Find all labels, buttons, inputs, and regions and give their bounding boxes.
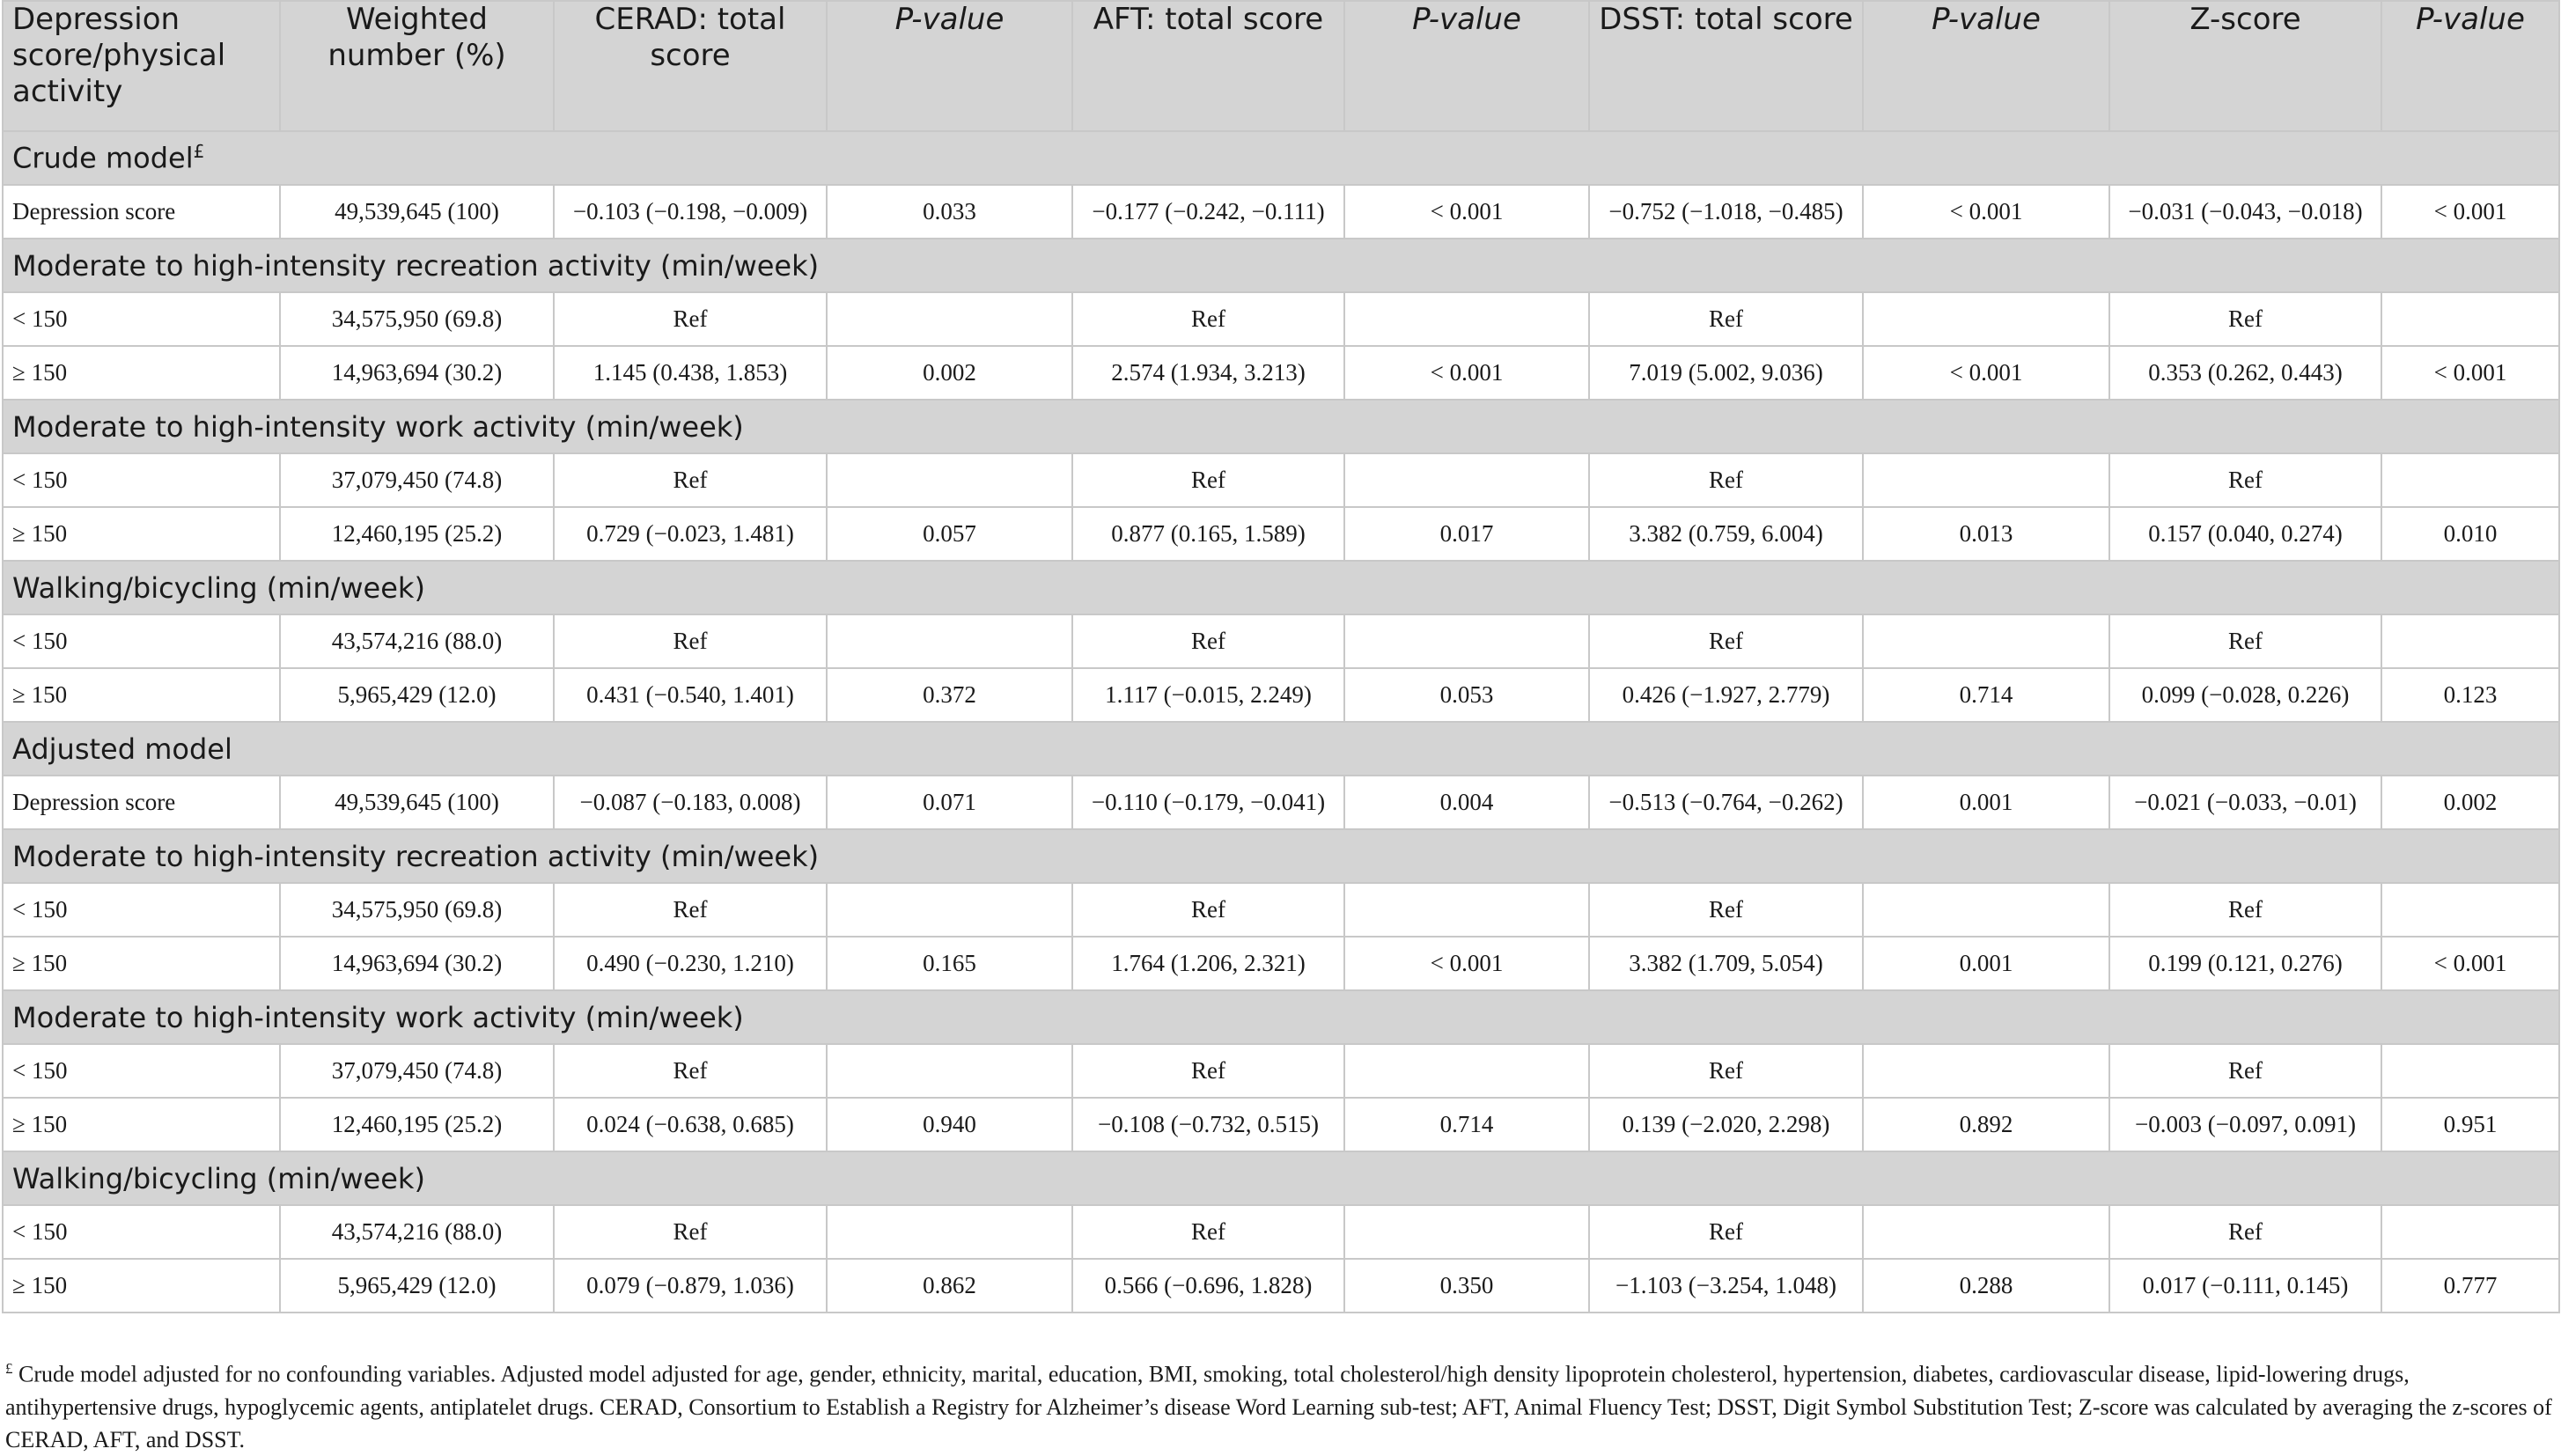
table-cell: 0.490 (−0.230, 1.210) <box>554 937 827 990</box>
table-cell: 7.019 (5.002, 9.036) <box>1589 346 1863 400</box>
table-cell: Ref <box>1072 614 1344 668</box>
table-cell: 0.001 <box>1863 776 2109 829</box>
row-label: ≥ 150 <box>3 1098 280 1151</box>
table-cell <box>1344 883 1589 937</box>
header-p-value-aft <box>1344 1 1589 131</box>
table-cell: Ref <box>1589 453 1863 507</box>
table-cell: 0.951 <box>2381 1098 2559 1151</box>
table-cell: Ref <box>1072 292 1344 346</box>
table-cell: −0.031 (−0.043, −0.018) <box>2109 185 2381 239</box>
table-cell: 0.017 (−0.111, 0.145) <box>2109 1259 2381 1313</box>
table-cell: −0.752 (−1.018, −0.485) <box>1589 185 1863 239</box>
header-p-value-cerad <box>827 1 1072 131</box>
header-p-value-text: P-value <box>894 2 1005 37</box>
table-cell: 3.382 (0.759, 6.004) <box>1589 507 1863 561</box>
section-title-text: Moderate to high-intensity recreation activity (min/week) <box>12 248 820 283</box>
table-cell: 0.862 <box>827 1259 1072 1313</box>
section-title-text: Moderate to high-intensity work activity (min/week) <box>12 1000 744 1034</box>
section-title <box>3 400 2559 453</box>
table-cell: 49,539,645 (100) <box>280 185 554 239</box>
table-cell <box>2381 1044 2559 1098</box>
table-cell: Ref <box>2109 614 2381 668</box>
table-cell: −1.103 (−3.254, 1.048) <box>1589 1259 1863 1313</box>
table-cell: 34,575,950 (69.8) <box>280 883 554 937</box>
table-cell: 0.002 <box>2381 776 2559 829</box>
table-cell <box>1344 1205 1589 1259</box>
table-cell: 0.566 (−0.696, 1.828) <box>1072 1259 1344 1313</box>
table-cell: 43,574,216 (88.0) <box>280 614 554 668</box>
table-row <box>3 453 2559 507</box>
table-cell: 0.017 <box>1344 507 1589 561</box>
table-cell <box>1863 1044 2109 1098</box>
section-title <box>3 1151 2559 1205</box>
table-cell: 0.350 <box>1344 1259 1589 1313</box>
table-cell: 0.372 <box>827 668 1072 722</box>
table-cell: 37,079,450 (74.8) <box>280 1044 554 1098</box>
table-cell: 0.431 (−0.540, 1.401) <box>554 668 827 722</box>
table-cell: 0.079 (−0.879, 1.036) <box>554 1259 827 1313</box>
header-p-value-text: P-value <box>1412 2 1521 37</box>
table-cell: Ref <box>1589 1044 1863 1098</box>
table-cell: Ref <box>554 883 827 937</box>
table-cell: Ref <box>1589 292 1863 346</box>
table-cell: 12,460,195 (25.2) <box>280 1098 554 1151</box>
row-label: ≥ 150 <box>3 937 280 990</box>
row-label: < 150 <box>3 1205 280 1259</box>
table-cell: 1.117 (−0.015, 2.249) <box>1072 668 1344 722</box>
section-title-text: Crude model <box>12 141 194 175</box>
table-cell: 0.940 <box>827 1098 1072 1151</box>
table-cell: 0.426 (−1.927, 2.779) <box>1589 668 1863 722</box>
footnote-marker: £ <box>5 1360 13 1377</box>
table-cell: 49,539,645 (100) <box>280 776 554 829</box>
table-cell <box>2381 883 2559 937</box>
table-row <box>3 1259 2559 1313</box>
table-cell: Ref <box>1589 1205 1863 1259</box>
section-title <box>3 561 2559 614</box>
row-label: < 150 <box>3 453 280 507</box>
table-cell: 0.053 <box>1344 668 1589 722</box>
table-cell: 0.057 <box>827 507 1072 561</box>
table-cell: −0.177 (−0.242, −0.111) <box>1072 185 1344 239</box>
section-title-text: Moderate to high-intensity recreation activity (min/week) <box>12 839 820 873</box>
table-cell: 0.071 <box>827 776 1072 829</box>
table-cell: < 0.001 <box>2381 937 2559 990</box>
section-title-text: Walking/bicycling (min/week) <box>12 1161 425 1195</box>
section-title <box>3 239 2559 292</box>
row-label: < 150 <box>3 292 280 346</box>
section-row <box>3 990 2559 1044</box>
section-row <box>3 829 2559 883</box>
table-cell: 14,963,694 (30.2) <box>280 937 554 990</box>
table-cell <box>1863 614 2109 668</box>
header-cerad: CERAD: total score <box>554 1 827 131</box>
header-p-value-text: P-value <box>2416 2 2525 37</box>
table-cell: −0.087 (−0.183, 0.008) <box>554 776 827 829</box>
table-cell: 5,965,429 (12.0) <box>280 668 554 722</box>
table-cell: −0.103 (−0.198, −0.009) <box>554 185 827 239</box>
table-cell <box>1863 292 2109 346</box>
section-row <box>3 400 2559 453</box>
table-cell: Ref <box>1589 883 1863 937</box>
table-cell: < 0.001 <box>1344 937 1589 990</box>
header-z-score: Z-score <box>2109 1 2381 131</box>
table-cell <box>1344 614 1589 668</box>
header-row <box>3 1 2559 131</box>
row-label: ≥ 150 <box>3 1259 280 1313</box>
table-cell: Ref <box>554 453 827 507</box>
row-label: ≥ 150 <box>3 346 280 400</box>
table-row <box>3 292 2559 346</box>
table-cell: Ref <box>1072 1044 1344 1098</box>
table-cell: 12,460,195 (25.2) <box>280 507 554 561</box>
table-row <box>3 507 2559 561</box>
table-cell: Ref <box>2109 1044 2381 1098</box>
table-cell <box>2381 614 2559 668</box>
table-cell <box>2381 1205 2559 1259</box>
table-cell: −0.110 (−0.179, −0.041) <box>1072 776 1344 829</box>
table-cell: 1.764 (1.206, 2.321) <box>1072 937 1344 990</box>
table-footnote <box>5 1352 2554 1456</box>
section-title <box>3 990 2559 1044</box>
table-cell: < 0.001 <box>1344 185 1589 239</box>
footnote-text: Crude model adjusted for no confounding variables. Adjusted model adjusted for age, gender, ethnicity, marital, education, BMI, smoking, total cholesterol/high density lipoprotein cholesterol, hypertension, diabetes, cardiovascular disease, lipid-lowering drugs, antihypertensive drugs, hypoglycemic agents, antiplatelet drugs. CERAD, Consortium to Establish a Registry for Alzheimer’s disease Word Learning sub-test; AFT, Animal Fluency Test; DSST, Digit Symbol Substitution Test; Z-score was calculated by averaging the z-scores of CERAD, AFT, and DSST. <box>5 1361 2552 1452</box>
row-label: < 150 <box>3 1044 280 1098</box>
table-cell: 43,574,216 (88.0) <box>280 1205 554 1259</box>
table-cell: 0.729 (−0.023, 1.481) <box>554 507 827 561</box>
table-cell: 0.033 <box>827 185 1072 239</box>
table-cell <box>1863 1205 2109 1259</box>
table-cell: Ref <box>2109 1205 2381 1259</box>
section-title-text: Walking/bicycling (min/week) <box>12 570 425 605</box>
table-cell <box>827 1205 1072 1259</box>
table-cell: < 0.001 <box>1863 346 2109 400</box>
table-row <box>3 776 2559 829</box>
table-cell: 0.001 <box>1863 937 2109 990</box>
table-cell: 0.892 <box>1863 1098 2109 1151</box>
table-cell: −0.021 (−0.033, −0.01) <box>2109 776 2381 829</box>
footnote-marker: £ <box>193 141 205 163</box>
table-cell <box>1344 453 1589 507</box>
table-cell: 0.353 (0.262, 0.443) <box>2109 346 2381 400</box>
table-cell: Ref <box>554 614 827 668</box>
section-row <box>3 131 2559 185</box>
header-p-value-z <box>2381 1 2559 131</box>
table-cell: < 0.001 <box>1863 185 2109 239</box>
table-cell: 2.574 (1.934, 3.213) <box>1072 346 1344 400</box>
table-cell: 0.877 (0.165, 1.589) <box>1072 507 1344 561</box>
table-cell: 0.714 <box>1344 1098 1589 1151</box>
table-cell <box>2381 292 2559 346</box>
table-cell <box>827 453 1072 507</box>
table-cell: 0.165 <box>827 937 1072 990</box>
header-aft: AFT: total score <box>1072 1 1344 131</box>
section-row <box>3 722 2559 776</box>
table-cell: 0.288 <box>1863 1259 2109 1313</box>
header-p-value-dsst <box>1863 1 2109 131</box>
section-row <box>3 561 2559 614</box>
table-cell <box>1344 1044 1589 1098</box>
table-cell: 14,963,694 (30.2) <box>280 346 554 400</box>
section-title <box>3 131 2559 185</box>
section-row <box>3 239 2559 292</box>
table-cell: 0.139 (−2.020, 2.298) <box>1589 1098 1863 1151</box>
table-cell: Ref <box>2109 292 2381 346</box>
row-label: ≥ 150 <box>3 668 280 722</box>
table-cell: Ref <box>1072 883 1344 937</box>
table-row <box>3 185 2559 239</box>
table-cell <box>2381 453 2559 507</box>
table-row <box>3 937 2559 990</box>
table-cell: 0.002 <box>827 346 1072 400</box>
table-cell <box>827 883 1072 937</box>
table-cell: 5,965,429 (12.0) <box>280 1259 554 1313</box>
table-cell: 0.013 <box>1863 507 2109 561</box>
table-cell: 0.714 <box>1863 668 2109 722</box>
table-cell: 0.004 <box>1344 776 1589 829</box>
header-variable: Depression score/physical activity <box>3 1 280 131</box>
header-dsst: DSST: total score <box>1589 1 1863 131</box>
table-cell <box>1863 453 2109 507</box>
table-cell <box>827 292 1072 346</box>
table-row <box>3 1098 2559 1151</box>
table-cell: 1.145 (0.438, 1.853) <box>554 346 827 400</box>
table-row <box>3 1044 2559 1098</box>
section-title <box>3 829 2559 883</box>
table-cell <box>827 1044 1072 1098</box>
table-cell: −0.003 (−0.097, 0.091) <box>2109 1098 2381 1151</box>
table-cell: 0.777 <box>2381 1259 2559 1313</box>
table-cell: Ref <box>554 292 827 346</box>
section-title <box>3 722 2559 776</box>
table-cell: −0.108 (−0.732, 0.515) <box>1072 1098 1344 1151</box>
table-row <box>3 668 2559 722</box>
header-p-value-text: P-value <box>1932 2 2041 37</box>
section-row <box>3 1151 2559 1205</box>
table-cell: 0.123 <box>2381 668 2559 722</box>
table-cell: Ref <box>554 1044 827 1098</box>
table-body <box>3 131 2559 1313</box>
header-weighted-number: Weighted number (%) <box>280 1 554 131</box>
table-cell: 0.010 <box>2381 507 2559 561</box>
table-cell: Ref <box>1589 614 1863 668</box>
table-cell: 0.099 (−0.028, 0.226) <box>2109 668 2381 722</box>
table-row <box>3 614 2559 668</box>
table-row <box>3 346 2559 400</box>
table-cell: 0.024 (−0.638, 0.685) <box>554 1098 827 1151</box>
section-title-text: Adjusted model <box>12 732 232 766</box>
table-cell: Ref <box>1072 1205 1344 1259</box>
table-cell <box>1344 292 1589 346</box>
row-label: < 150 <box>3 614 280 668</box>
results-table <box>2 0 2560 1313</box>
table-cell: 0.157 (0.040, 0.274) <box>2109 507 2381 561</box>
table-cell: Ref <box>554 1205 827 1259</box>
table-cell: < 0.001 <box>1344 346 1589 400</box>
table-cell: Ref <box>2109 883 2381 937</box>
table-cell <box>827 614 1072 668</box>
table-cell <box>1863 883 2109 937</box>
table-cell: < 0.001 <box>2381 185 2559 239</box>
table-cell: 34,575,950 (69.8) <box>280 292 554 346</box>
table-cell: Ref <box>1072 453 1344 507</box>
section-title-text: Moderate to high-intensity work activity (min/week) <box>12 409 744 444</box>
table-row <box>3 1205 2559 1259</box>
row-label: < 150 <box>3 883 280 937</box>
table-cell: < 0.001 <box>2381 346 2559 400</box>
table-cell: 3.382 (1.709, 5.054) <box>1589 937 1863 990</box>
row-label: Depression score <box>3 776 280 829</box>
table-cell: 37,079,450 (74.8) <box>280 453 554 507</box>
table-cell: −0.513 (−0.764, −0.262) <box>1589 776 1863 829</box>
row-label: Depression score <box>3 185 280 239</box>
table-cell: 0.199 (0.121, 0.276) <box>2109 937 2381 990</box>
table-cell: Ref <box>2109 453 2381 507</box>
row-label: ≥ 150 <box>3 507 280 561</box>
table-row <box>3 883 2559 937</box>
